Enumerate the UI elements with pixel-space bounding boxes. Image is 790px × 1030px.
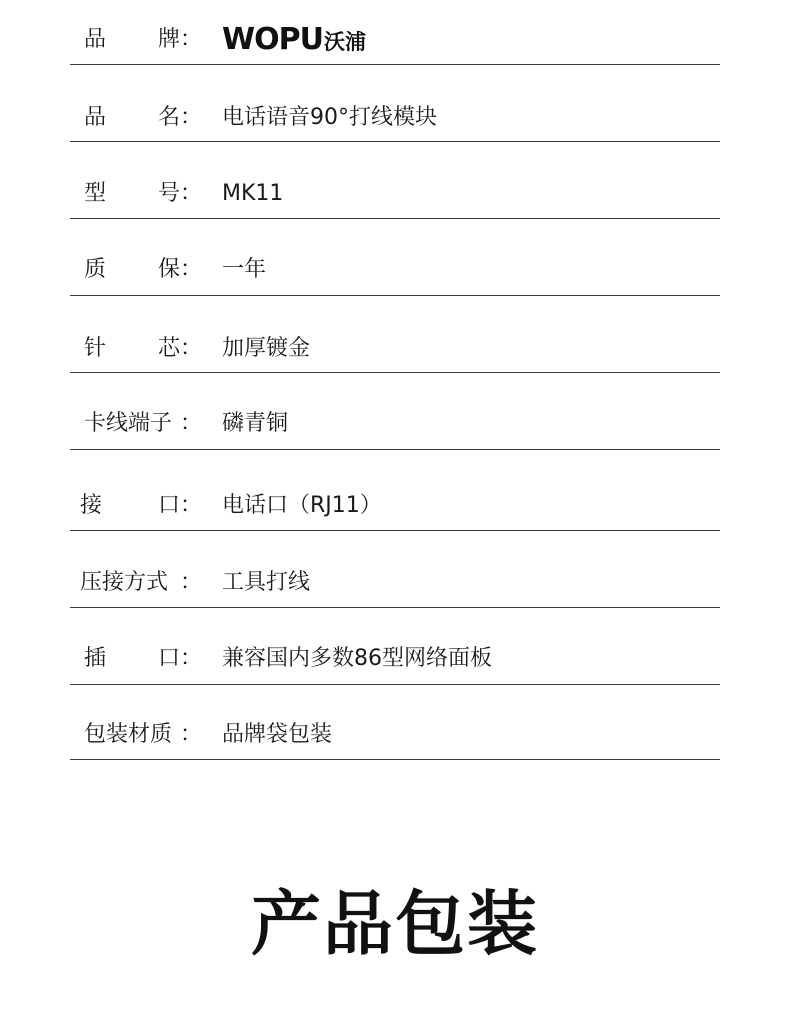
spec-row-brand: [70, 0, 720, 65]
label-char-left: 型: [84, 181, 107, 206]
spec-label: [84, 256, 202, 284]
spec-value: 工具打线: [222, 570, 311, 595]
spec-row-socket: [70, 607, 720, 685]
label-colon: ：: [180, 27, 203, 52]
spec-row-warranty: [70, 218, 720, 296]
label-colon: ：: [180, 336, 203, 361]
label-char-right: 号: [157, 181, 180, 206]
label-colon: ：: [180, 411, 203, 436]
spec-label: [84, 104, 202, 132]
label-char-right: 口: [157, 646, 180, 671]
brand-logo-chinese: 沃浦: [323, 30, 366, 54]
spec-value: 电话口（RJ11）: [222, 493, 382, 518]
label-colon: ：: [180, 493, 203, 518]
brand-logo-latin: WOPU: [222, 22, 323, 57]
label-colon: ：: [180, 646, 203, 671]
label-char-right: 口: [157, 493, 180, 518]
spec-value: 磷青铜: [222, 411, 289, 436]
label-char-left: 针: [84, 336, 107, 361]
spec-row-product-name: [70, 64, 720, 142]
spec-value: 品牌袋包装: [222, 722, 333, 747]
label-char-right: 保: [157, 257, 180, 282]
label-char-right: 芯: [157, 336, 180, 361]
label-text: 卡线端子: [84, 411, 173, 436]
spec-value: 一年: [222, 257, 267, 282]
spec-label: [80, 569, 202, 597]
label-colon: ：: [180, 570, 203, 595]
spec-label: [84, 26, 202, 54]
spec-label: [84, 645, 202, 673]
spec-value: 兼容国内多数86型网络面板: [222, 646, 492, 671]
section-title-packaging: 产品包装: [251, 883, 539, 965]
spec-row-terminal: [70, 372, 720, 450]
spec-row-interface: [70, 449, 720, 531]
spec-label: [84, 180, 202, 208]
spec-row-model: [70, 141, 720, 219]
label-text: 包装材质: [84, 722, 173, 747]
label-text: 压接方式: [80, 570, 169, 595]
brand-logo: [222, 22, 366, 57]
label-char-left: 品: [84, 105, 107, 130]
spec-row-packaging: [70, 684, 720, 760]
label-colon: ：: [180, 722, 203, 747]
label-char-left: 插: [84, 646, 107, 671]
label-colon: ：: [180, 181, 203, 206]
spec-value: 加厚镀金: [222, 336, 311, 361]
label-char-right: 牌: [157, 27, 180, 52]
label-char-left: 接: [80, 493, 103, 518]
spec-label: [84, 721, 202, 749]
spec-value: 电话语音90°打线模块: [222, 105, 437, 130]
label-char-right: 名: [157, 105, 180, 130]
spec-label: [84, 335, 202, 363]
label-colon: ：: [180, 105, 203, 130]
spec-label: [84, 410, 202, 438]
spec-value: MK11: [222, 181, 284, 206]
label-colon: ：: [180, 257, 203, 282]
spec-row-crimp-method: [70, 530, 720, 608]
spec-label: [80, 492, 202, 520]
label-char-left: 质: [84, 257, 107, 282]
label-char-left: 品: [84, 27, 107, 52]
spec-row-pin-core: [70, 295, 720, 373]
